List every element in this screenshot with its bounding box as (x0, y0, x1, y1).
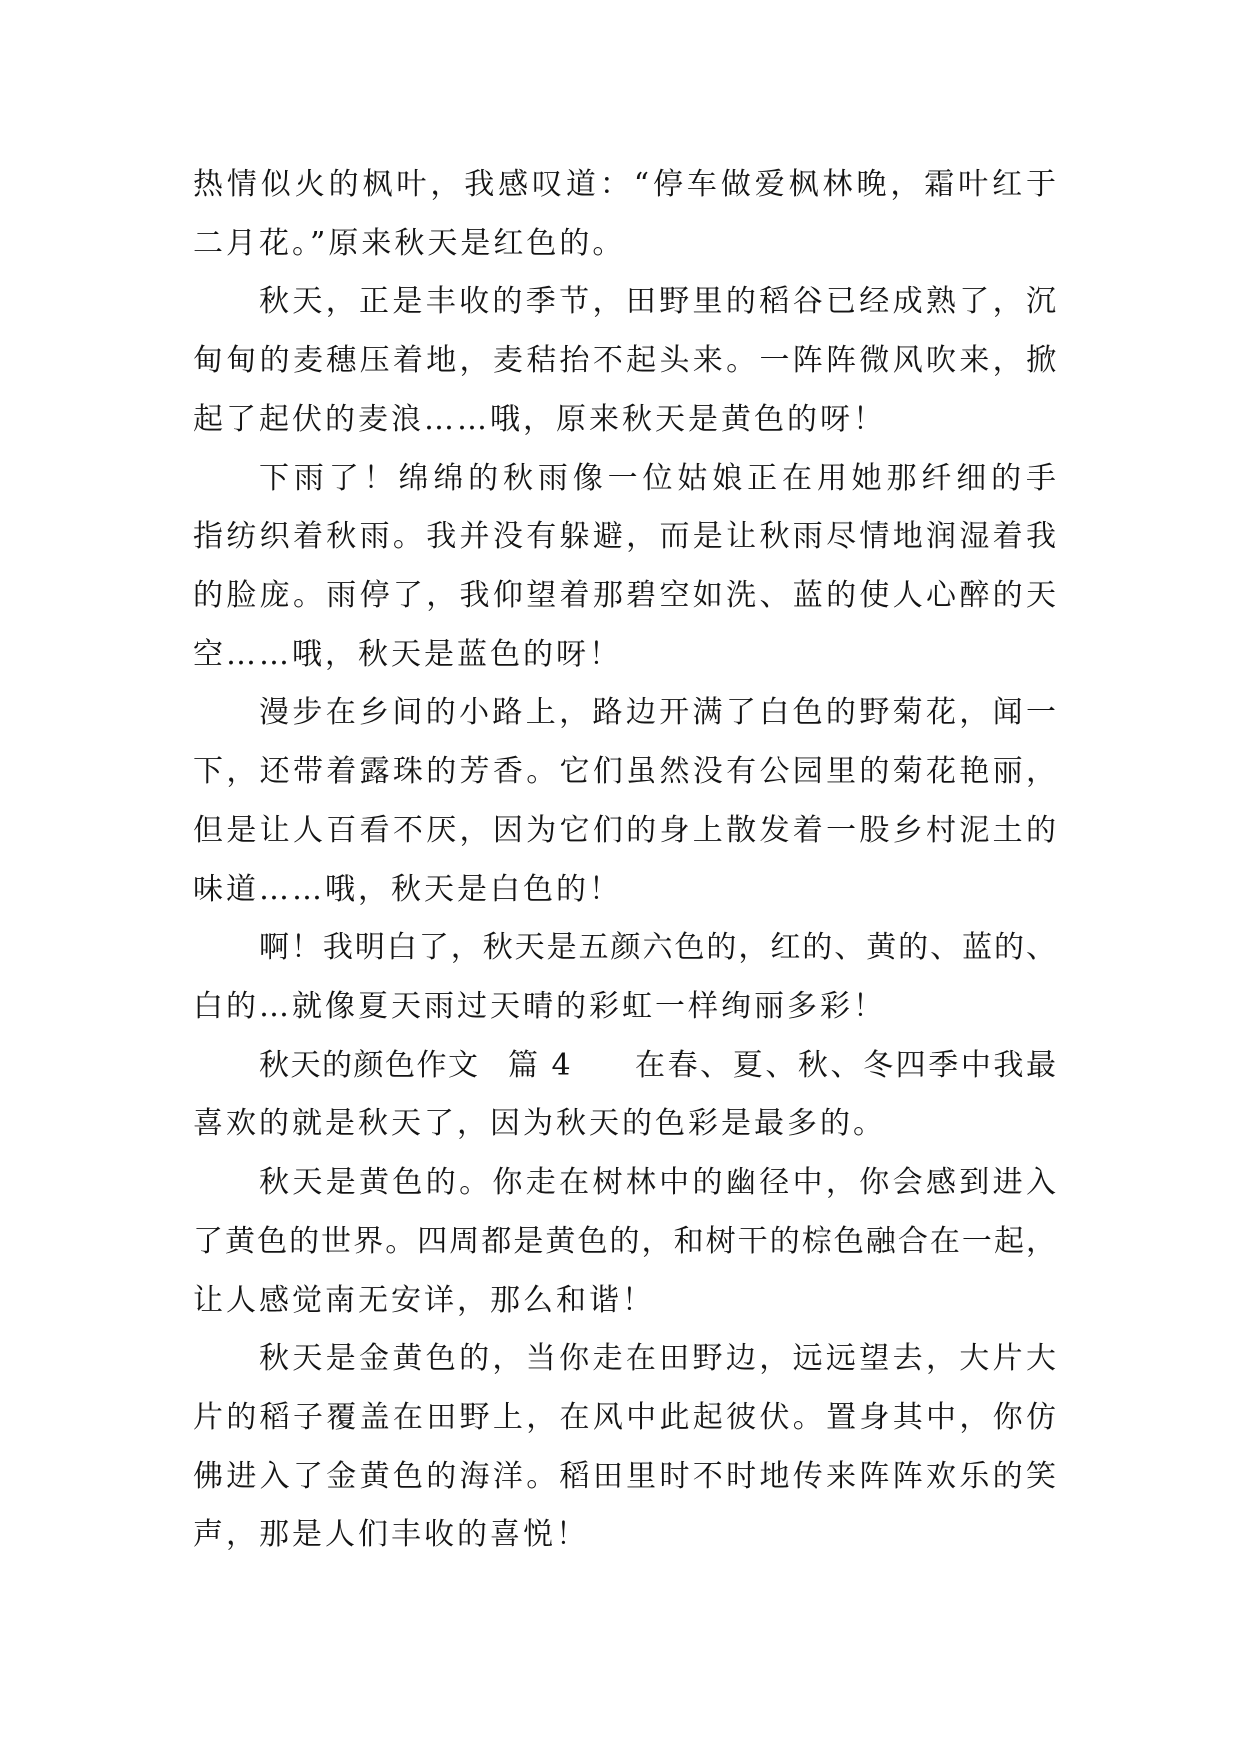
text-line: 白的…就像夏天雨过天晴的彩虹一样绚丽多彩！ (193, 989, 886, 1024)
text-line: 指纺织着秋雨。我并没有躲避，而是让秋雨尽情地润湿着我 (193, 519, 1056, 554)
text-line: 秋天，正是丰收的季节，田野里的稻谷已经成熟了，沉 (259, 284, 1056, 319)
text-line: 起了起伏的麦浪……哦，原来秋天是黄色的呀！ (193, 402, 886, 437)
text-line: 但是让人百看不厌，因为它们的身上散发着一股乡村泥土的 (193, 813, 1056, 848)
text-line: 秋天是金黄色的，当你走在田野边，远远望去，大片大 (259, 1341, 1056, 1376)
text-line: 的脸庞。雨停了，我仰望着那碧空如洗、蓝的使人心醉的天 (193, 578, 1056, 613)
text-line: 下雨了！绵绵的秋雨像一位姑娘正在用她那纤细的手 (259, 461, 1056, 496)
text-line: 佛进入了金黄色的海洋。稻田里时不时地传来阵阵欢乐的笑 (193, 1459, 1056, 1494)
text-line: 秋天是黄色的。你走在树林中的幽径中，你会感到进入 (259, 1165, 1056, 1200)
text-line: 热情似火的枫叶，我感叹道：“停车做爱枫林晚，霜叶红于 (193, 167, 1056, 202)
text-line: 喜欢的就是秋天了，因为秋天的色彩是最多的。 (193, 1106, 886, 1141)
text-line: 啊！我明白了，秋天是五颜六色的，红的、黄的、蓝的、 (259, 930, 1056, 965)
text-line: 在春、夏、秋、冬四季中我最 (635, 1048, 1056, 1083)
section-part-label: 篇 4 (508, 1048, 573, 1083)
text-line: 二月花。”原来秋天是红色的。 (193, 226, 626, 261)
text-line: 漫步在乡间的小路上，路边开满了白色的野菊花，闻一 (259, 695, 1056, 730)
section-heading-row (0, 1046, 1241, 1086)
text-line: 声，那是人们丰收的喜悦！ (193, 1517, 589, 1552)
text-line: 味道……哦，秋天是白色的！ (193, 872, 622, 907)
text-line: 甸甸的麦穗压着地，麦秸抬不起头来。一阵阵微风吹来，掀 (193, 343, 1056, 378)
text-line: 空……哦，秋天是蓝色的呀！ (193, 637, 622, 672)
text-line: 让人感觉南无安详，那么和谐！ (193, 1283, 655, 1318)
section-heading: 秋天的颜色作文 (259, 1048, 480, 1083)
text-line: 下，还带着露珠的芳香。它们虽然没有公园里的菊花艳丽， (193, 754, 1056, 789)
text-line: 片的稻子覆盖在田野上，在风中此起彼伏。置身其中，你仿 (193, 1400, 1056, 1435)
text-line: 了黄色的世界。四周都是黄色的，和树干的棕色融合在一起， (193, 1224, 1056, 1259)
